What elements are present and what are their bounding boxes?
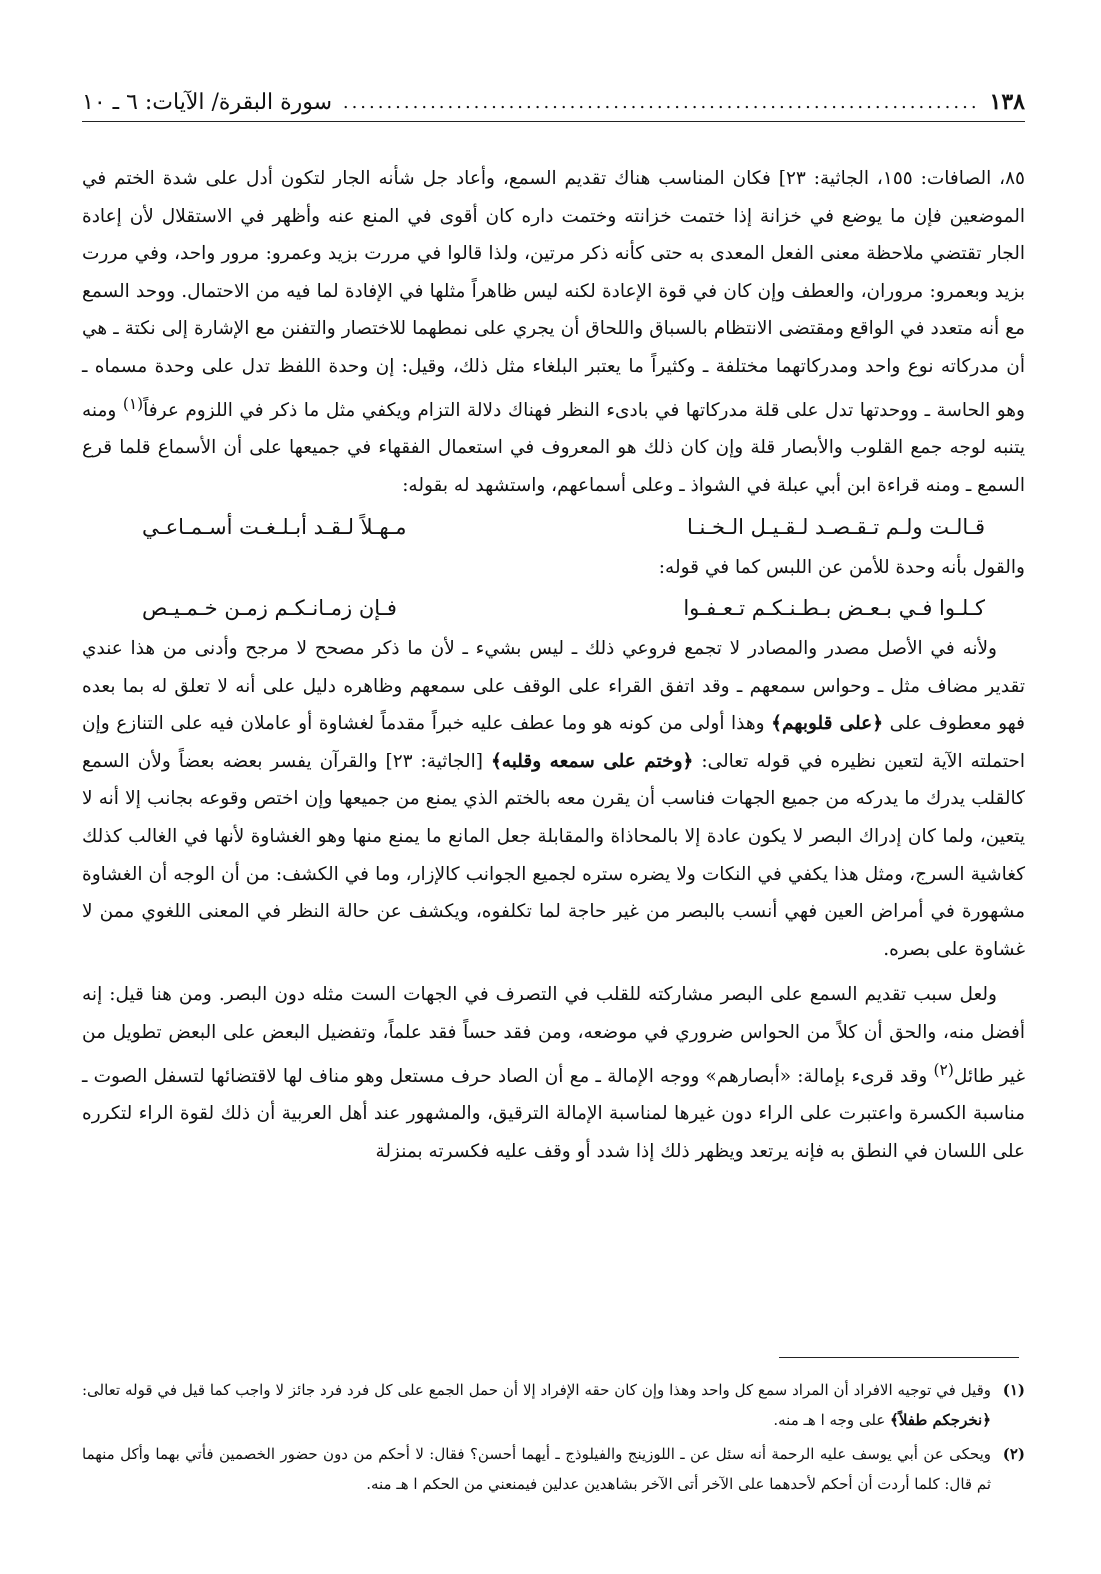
quran-quote-2: ﴿وختم على سمعه وقلبه﴾ — [490, 750, 694, 772]
footnote-2-number: (٢) — [1002, 1445, 1025, 1463]
page-number: ١٣٨ — [989, 89, 1025, 115]
footnote-ref-1: (١) — [122, 394, 144, 413]
main-text — [82, 160, 1025, 1171]
dot-leader — [342, 92, 979, 113]
verse-line-1 — [82, 505, 1025, 549]
paragraph-3-part-c: [الجاثية: ٢٣] والقرآن يفسر بعضه بعضاً ولأن السمع كالقلب يدرك ما يدركه من جميع الجهات فناسب أن يقرن معه بالختم الذي يمنع من جميعها وإن اختص وقوعه بجانب إلا أنه لا يتعين، ولما كان إدراك البصر لا يكون عادة إلا بالمحاذاة والمقابلة جعل المانع ما يمنع منها وهو الغشاوة لأنها في الغالب كذلك كغاشية السرج، ومثل هذا يكفي في النكات ولا يضره ستره لجميع الجوانب كالإزار، وما في الكشف: من أن الوجه أن الغشاوة مشهورة في أمراض العين فهي أنسب بالبصر من غير حاجة لما تكلفوه، ويكشف عن حالة النظر في المعنى اللغوي ممن لا غشاوة على بصره. — [82, 750, 1025, 960]
page-header — [82, 85, 1025, 119]
footnote-1-quote: ﴿نخرجكم طفلاً﴾ — [890, 1411, 991, 1429]
paragraph-4 — [82, 976, 1025, 1170]
verse-line-2 — [82, 586, 1025, 630]
footnote-rule — [779, 1357, 1019, 1358]
footnote-1-text-b: على وجه ا هـ منه. — [773, 1411, 891, 1429]
verse-2-first-hemistich: كـلـوا فـي بـعـض بـطـنـكـم تـعـفـوا — [683, 596, 985, 621]
paragraph-3-part-a: ولأنه في الأصل مصدر والمصادر لا تجمع فروعي ذلك ـ ليس بشيء ـ لأن ما ذكر مصحح لا مرجح وأدنى من هذا عندي تقدير مضاف مثل ـ وحواس سمعهم ـ وقد اتفق القراء على الوقف على سمعهم وظاهره دليل على أنه لا تعلق له بما بعده فهو معطوف على — [82, 638, 1025, 735]
quran-quote-1: ﴿على قلوبهم﴾ — [771, 713, 884, 735]
verse-1-second-hemistich: مـهـلاً لـقـد أبـلـغـت أسـمـاعـي — [142, 514, 407, 539]
paragraph-3 — [82, 630, 1025, 968]
verse-1-first-hemistich: قـالـت ولـم تـقـصـد لـقـيـل الـخـنـا — [687, 514, 985, 539]
footnote-1-number: (١) — [1002, 1381, 1025, 1399]
header-rule — [82, 121, 1025, 122]
verse-2-second-hemistich: فـإن زمـانـكـم زمـن خـمـيـص — [142, 596, 397, 621]
paragraph-1 — [82, 160, 1025, 505]
footnotes — [82, 1375, 1025, 1503]
footnote-2 — [82, 1439, 1025, 1499]
paragraph-2: والقول بأنه وحدة للأمن عن اللبس كما في قوله: — [658, 556, 1025, 578]
paragraph-1-text: ٨٥، الصافات: ١٥٥، الجاثية: ٢٣] فكان المناسب هناك تقديم السمع، وأعاد جل شأنه الجار لتكون أدل على شدة الختم في الموضعين فإن ما يوضع في خزانة إذا ختمت خزانته وختمت داره كان أقوى في المنع عنه وأظهر في الاستقلال لأن إعادة الجار تقتضي ملاحظة معنى الفعل المعدى به حتى كأنه ذكر مرتين، ولذا قالوا في مررت بزيد وعمرو: مرور واحد، وفي مررت بزيد وبعمرو: مروران، والعطف وإن كان في قوة الإعادة لكنه ليس ظاهراً مثلها في الإفادة لما فيه من الاحتمال. ووحد السمع مع أنه متعدد في الواقع ومقتضى الانتظام بالسباق واللحاق أن يجري على نمطهما للاختصار والتفنن مع الإشارة إلى نكتة ـ هي أن مدركاته نوع واحد ومدركاتهما مختلفة ـ وكثيراً ما يعتبر البلغاء مثل ذلك، وقيل: إن وحدة اللفظ تدل على وحدة مسماه ـ وهو الحاسة ـ ووحدتها تدل على قلة مدركاتها في بادىء النظر فهناك دلالة التزام ويكفي مثل ما ذكر في اللزوم عرفاً — [82, 168, 1025, 421]
footnote-ref-2: (٢) — [933, 1060, 954, 1079]
footnote-1 — [82, 1375, 1025, 1435]
paragraph-3-part-b: وهذا أولى من كونه هو وما عطف عليه خبراً مقدماً لغشاوة أو عاملان فيه على التنازع وإن احتملته الآية لتعين نظيره في قوله تعالى: — [82, 713, 1025, 772]
paragraph-1-continuation: ومنه يتنبه لوجه جمع القلوب والأبصار قلة وإن كان ذلك هو المعروف في استعمال الفقهاء في جميعها على أن الأسماع قلما قرع السمع ـ ومنه قراءة ابن أبي عبلة في الشواذ ـ وعلى أسماعهم، واستشهد له بقوله: — [82, 399, 1025, 496]
footnote-1-text-a: وقيل في توجيه الافراد أن المراد سمع كل واحد وهذا وإن كان حقه الإفراد إلا أن حمل الجمع على كل فرد فرد جائز لا واجب كما قيل في قوله تعالى: — [82, 1381, 991, 1399]
footnote-2-text: ويحكى عن أبي يوسف عليه الرحمة أنه سئل عن ـ اللوزينج والفيلوذج ـ أيهما أحسن؟ فقال: لا أحكم من دون حضور الخصمين فأتي بهما وأكل منهما ثم قال: كلما أردت أن أحكم لأحدهما على الآخر أتى الآخر بشاهدين عدلين فيمنعني من الحكم ا هـ منه. — [82, 1445, 991, 1493]
paragraph-4-part-a: ولعل سبب تقديم السمع على البصر مشاركته للقلب في التصرف في الجهات الست مثله دون البصر. ومن هنا قيل: إنه أفضل منه، والحق أن كلاً من الحواس ضروري في موضعه، ومن فقد حساً فقد علماً، وتفضيل البعض على البعض تطويل من غير طائل — [82, 984, 1025, 1087]
running-title: سورة البقرة/ الآيات: ٦ ـ ١٠ — [82, 89, 333, 115]
footnote-1-text — [82, 1375, 991, 1435]
paragraph-4-part-b: وقد قرىء بإمالة: «أبصارهم» ووجه الإمالة ـ مع أن الصاد حرف مستعل وهو مناف لها لاقتضائها لتسفل الصوت ـ مناسبة الكسرة واعتبرت على الراء دون غيرها لمناسبة الإمالة الترقيق، والمشهور عند أهل العربية أن ذلك لقوة الراء لتكرره على اللسان في النطق به فإنه يرتعد ويظهر ذلك إذا شدد أو وقف عليه فكسرته بمنزلة — [82, 1065, 1025, 1162]
